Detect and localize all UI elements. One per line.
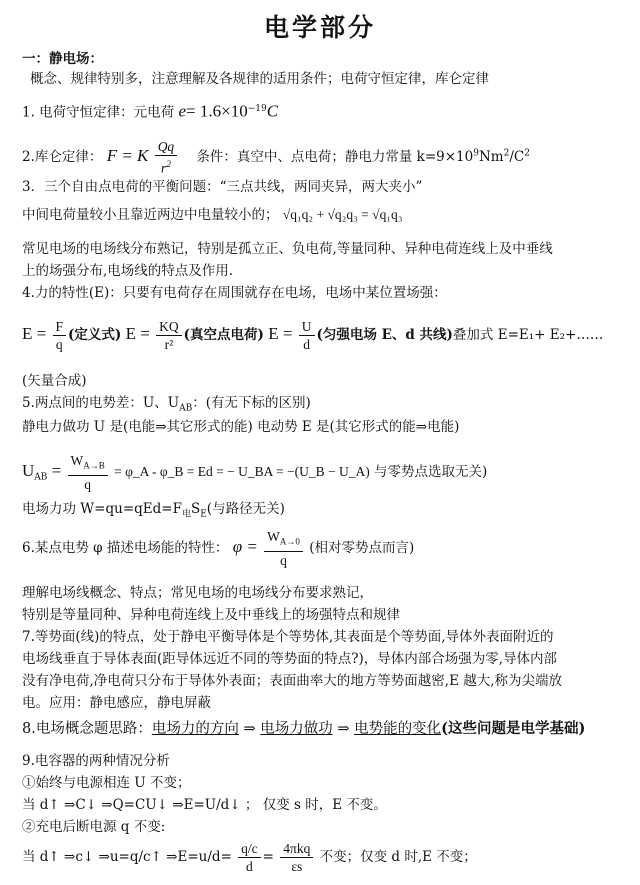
item5-sub: AB bbox=[179, 403, 193, 414]
item8-label: 8.电场概念题思路： bbox=[22, 721, 152, 737]
pt-label: (真空点电荷) bbox=[183, 327, 264, 343]
coulomb-fraction bbox=[155, 138, 178, 177]
uab-den: q bbox=[84, 476, 92, 492]
phi-den: q bbox=[280, 552, 287, 568]
item9-case2: ②充电后断电源 q 不变: bbox=[22, 819, 166, 835]
vector-note: (矢量合成) bbox=[22, 373, 87, 389]
item1-e: e bbox=[178, 101, 187, 121]
k-unit2: /C bbox=[509, 148, 525, 165]
item8-line: 8.电场概念题思路：电场力的方向 ⇒ 电场力做功 ⇒ 电势能的变化(这些问题是电学基础) bbox=[22, 720, 586, 737]
item1-label: 1. 电荷守恒定律：元电荷 bbox=[22, 104, 175, 121]
phi-num: W bbox=[267, 529, 280, 544]
item8-c: 电势能的变化 bbox=[354, 721, 442, 737]
pt-den: r² bbox=[164, 337, 174, 352]
work2-line bbox=[22, 500, 626, 524]
item3-line bbox=[22, 206, 626, 224]
phi-fraction bbox=[264, 528, 303, 569]
item9-case2-formula bbox=[22, 840, 626, 875]
work2-tail: S bbox=[190, 501, 201, 517]
case2-num2: 4πkq bbox=[280, 840, 313, 858]
uni-label: (匀强电场 E、d 共线) bbox=[316, 327, 453, 343]
item1-value: = 1.6×10 bbox=[186, 101, 248, 121]
coulomb-num: Qq bbox=[155, 138, 178, 156]
item8-tail: (这些问题是电学基础) bbox=[441, 720, 586, 737]
coulomb-den: r bbox=[161, 160, 167, 176]
uni-den: d bbox=[303, 337, 311, 352]
case2-eq: = bbox=[262, 849, 274, 865]
phi-note: (相对零势点而言) bbox=[309, 539, 415, 556]
item4-text: 4.力的特性(E)：只要有电荷存在周围就存在电场，电场中某位置场强： bbox=[22, 285, 447, 301]
coulomb-conditions: 条件：真空中、点电荷；静电力常量 k=9×10 bbox=[196, 148, 474, 165]
page-title: 电学部分 bbox=[263, 13, 376, 42]
uab-num-sub: A→B bbox=[83, 460, 105, 471]
work2-sub2: E bbox=[200, 509, 207, 520]
case2-num1: q/c bbox=[238, 840, 261, 858]
case2-fraction2 bbox=[280, 840, 313, 875]
item2-line bbox=[22, 138, 626, 177]
uab-num: W bbox=[70, 453, 84, 468]
item1-line bbox=[22, 100, 626, 122]
k-exp: 9 bbox=[473, 148, 479, 159]
uab-sub: AB bbox=[34, 472, 48, 483]
understand-line-2: 特别是等量同种、异种电荷连线上及中垂线上的场强特点和规律 bbox=[22, 607, 400, 623]
item3-formula: √q₁q₂ + √q₂q₃ = √q₁q₃ bbox=[282, 207, 403, 222]
def-fraction bbox=[53, 318, 67, 353]
item1-unit: C bbox=[266, 101, 279, 121]
coulomb-lhs: F = K bbox=[106, 145, 149, 165]
def-label: (定义式) bbox=[68, 327, 122, 343]
case2-pre: 当 d↑ ⇒c↓ ⇒u=q/c↑ ⇒E=u/d= bbox=[22, 849, 232, 865]
field-strength-formulas: E = $\frac{F}{q}$ (定义式) E = $\frac{KQ}{\text{r²}}$ (真空点电荷) E = $\frac{U}{d}$ (匀强电场 E、d 共线)叠加式 E=E₁+ E₂+…… bbox=[22, 319, 604, 352]
common-field-text: 常见电场的电场线分布熟记，特别是孤立正、负电荷,等量同种、异种电荷连线上及中垂线 bbox=[22, 241, 553, 257]
uab-fraction bbox=[68, 452, 108, 493]
uab-note: 与零势点选取无关) bbox=[374, 463, 488, 480]
item7-line-1: 7.等势面(线)的特点，处于静电平衡导体是个等势体,其表面是个等势面,导体外表面附近的 bbox=[22, 629, 554, 645]
item9-title: 9.电容器的两种情况分析 bbox=[22, 753, 170, 769]
case2-den1: d bbox=[246, 859, 253, 874]
k-unit: Nm bbox=[478, 148, 504, 165]
def-den: q bbox=[55, 337, 63, 352]
work2-sub: 电 bbox=[181, 509, 191, 520]
item8-a: 电场力的方向 bbox=[151, 721, 239, 737]
phi-lhs: φ = bbox=[232, 536, 258, 556]
item7-line-2: 电场线垂直于导体表面(距导体远近不同的等势面的特点?)，导体内部合场强为零,导体内部 bbox=[22, 651, 558, 667]
work-text: 静电力做功 U 是(电能⇒其它形式的能) 电动势 E 是(其它形式的能⇒电能) bbox=[22, 419, 460, 435]
item7-line-4: 电。应用：静电感应，静电屏蔽 bbox=[22, 695, 211, 711]
superpose-text: 叠加式 E=E₁+ E₂+…… bbox=[452, 327, 604, 343]
item2-label: 2.库仑定律： bbox=[22, 148, 103, 165]
phi-num-sub: A→0 bbox=[279, 536, 300, 547]
case2-den2: εs bbox=[291, 859, 303, 874]
case2-fraction1 bbox=[238, 840, 261, 875]
intro-text: 概念、规律特别多，注意理解及各规律的适用条件；电荷守恒定律，库仑定律 bbox=[30, 71, 489, 87]
item5-line bbox=[22, 394, 626, 418]
pt-num: KQ bbox=[156, 318, 182, 336]
understand-line-1: 理解电场线概念、特点；常见电场的电场线分布要求熟记， bbox=[22, 585, 373, 601]
uab-rest: = φ_A - φ_B = Ed = − U_BA = −(U_B − U_A) bbox=[114, 463, 370, 479]
uni-fraction bbox=[299, 318, 315, 353]
work2-text: 电场力功 W=qu=qEd=F bbox=[22, 501, 182, 517]
def-num: F bbox=[53, 318, 67, 336]
section-heading: 一：静电场： bbox=[22, 51, 103, 67]
item5-text: 5.两点间的电势差：U、U bbox=[22, 395, 180, 411]
item6-text: 6.某点电势 φ 描述电场能的特性： bbox=[22, 539, 229, 556]
item3-middle: 中间电荷量较小且靠近两边中电量较小的； bbox=[22, 207, 279, 223]
item3-text: 3．三个自由点电荷的平衡问题：“三点共线，两同夹异，两大夹小” bbox=[22, 179, 423, 195]
work2-end: (与路径无关) bbox=[206, 501, 285, 517]
item5-tail: ：(有无下标的区别) bbox=[192, 395, 311, 411]
common-field-text-2: 上的场强分布,电场线的特点及作用. bbox=[22, 263, 234, 279]
case2-tail: 不变；仅变 d 时,E 不变； bbox=[319, 849, 477, 865]
uab-lhs: U bbox=[22, 460, 35, 480]
item8-b: 电场力做功 bbox=[260, 721, 333, 737]
uni-num: U bbox=[299, 318, 315, 336]
k-unit-exp: 2 bbox=[503, 148, 510, 159]
item6-line bbox=[22, 528, 626, 569]
k-unit2-exp: 2 bbox=[524, 148, 530, 159]
uab-formula: $U_{AB}$ = $\frac{W_{A\to B}}{q}$ = φ_A - φ_B = Ed = − U_BA = −(U_B − U_A) 与零势点选取无关) bbox=[22, 453, 488, 492]
item1-exp: −19 bbox=[247, 104, 267, 114]
pt-fraction bbox=[156, 318, 182, 353]
item9-case1-formula: 当 d↑ ⇒C↓ ⇒Q=CU↓ ⇒E=U/d↓ ； 仅变 s 时，E 不变。 bbox=[22, 797, 387, 813]
item7-line-3: 没有净电荷,净电荷只分布于导体外表面；表面曲率大的地方等势面越密,E 越大,称为尖端放 bbox=[22, 673, 563, 689]
item9-case1: ①始终与电源相连 U 不变； bbox=[22, 775, 191, 791]
coulomb-den-exp: 2 bbox=[166, 159, 171, 169]
